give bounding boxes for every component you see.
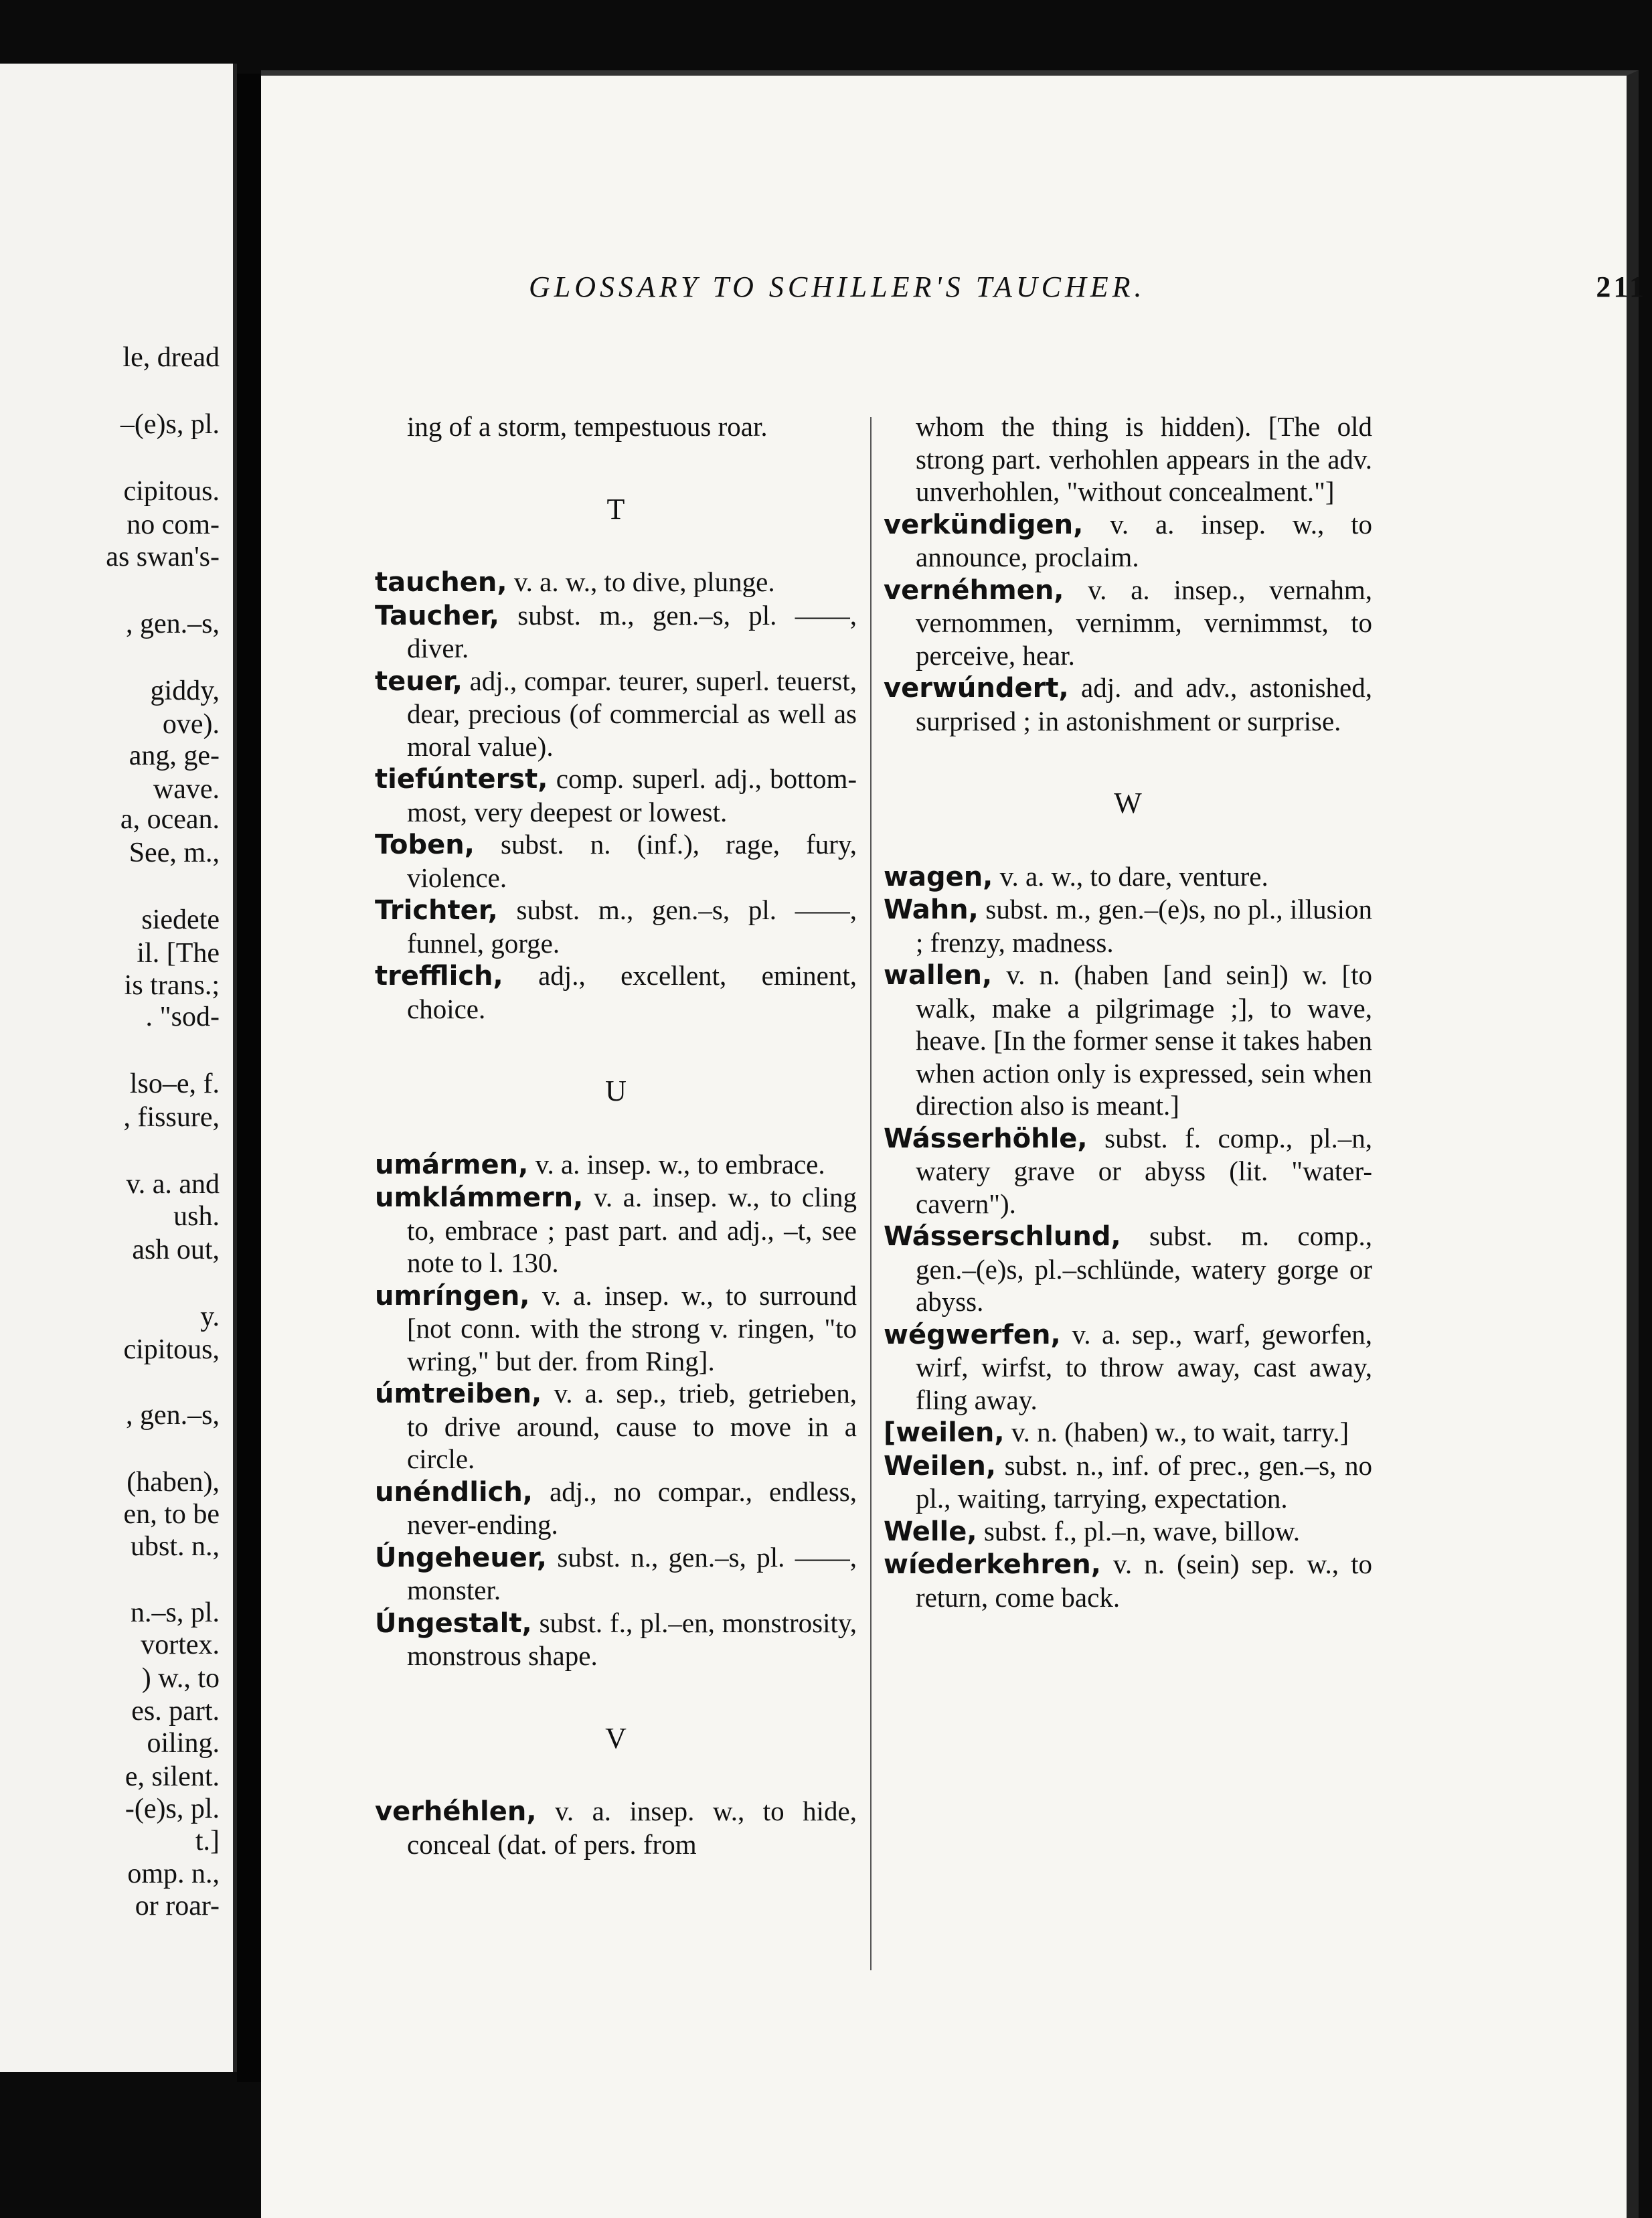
definition: subst. f., pl.–en, monstrosity, monstrous shape. [407,1607,857,1671]
headword: Weilen, [884,1450,997,1482]
glossary-entry [884,860,1372,894]
glossary-entry [884,1449,1372,1515]
facing-page-fragment: es. part. [131,1696,220,1727]
definition: v. n. (sein) sep. w., to return, come back. [916,1549,1372,1613]
headword: Wahn, [884,894,979,925]
column-divider [870,417,872,1970]
facing-page-fragment: t.] [195,1826,220,1856]
facing-page-fragment: omp. n., [127,1858,220,1889]
definition: v. a. insep. w., to surround [not conn. with the strong v. ringen, "to wring," but der. from Ring]. [407,1279,857,1376]
facing-page-fragment: , gen.–s, [126,609,220,639]
definition: adj., excellent, eminent, choice. [407,960,857,1024]
glossary-entry [375,828,857,894]
facing-page-fragment: v. a. and [126,1169,220,1200]
facing-page-fragment: il. [The [137,938,220,969]
definition: v. a. insep. w., to embrace. [528,1148,825,1180]
glossary-entry [884,508,1372,574]
glossary-column-right [884,410,1372,1613]
definition: comp. superl. adj., bottom-most, very deepest or lowest. [407,763,857,827]
facing-page-fragment: giddy, [150,676,220,706]
facing-page-fragment: lso–e, f. [129,1068,220,1099]
glossary-entry [884,1318,1372,1417]
glossary-entry [884,671,1372,737]
facing-page-fragment: ove). [162,709,220,740]
definition: subst. f. comp., pl.–n, watery grave or abyss (lit. "water-cavern"). [916,1122,1372,1219]
glossary-entry [375,1377,857,1476]
facing-page-fragment: is trans.; [124,970,220,1001]
headword: vernéhmen, [884,574,1064,606]
facing-page-fragment: , gen.–s, [126,1400,220,1431]
definition: adj., no compar., endless, never-ending. [407,1476,857,1540]
glossary-entry [375,599,857,665]
glossary-entry [375,1279,857,1378]
definition: adj. and adv., astonished, surprised ; in astonishment or surprise. [916,672,1372,736]
headword: Toben, [375,829,475,860]
facing-page-fragment: e, silent. [125,1761,220,1792]
headword: umklámmern, [375,1182,584,1213]
facing-page-fragment: ) w., to [141,1663,220,1694]
facing-page-fragment: en, to be [123,1499,220,1530]
glossary-entry [375,959,857,1025]
entry-continuation: ing of a storm, tempestuous roar. [407,411,768,442]
page-number: 211 [1596,270,1647,303]
definition: v. a. insep. w., to announce, proclaim. [916,508,1372,572]
facing-page-fragment: -(e)s, pl. [125,1794,220,1824]
book-spine [237,74,261,2082]
definition: subst. m. comp., gen.–(e)s, pl.–schlünde, watery gorge or abyss. [916,1220,1372,1317]
glossary-entry [375,763,857,828]
definition: v. a. sep., warf, geworfen, wirf, wirfst, to throw away, cast away, fling away. [916,1318,1372,1415]
definition: subst. n. (inf.), rage, fury, violence. [407,829,857,893]
section-letter: W [1114,787,1142,819]
headword: verwúndert, [884,673,1069,704]
headword: umríngen, [375,1280,530,1312]
facing-page-fragment: ash out, [132,1235,220,1265]
section-letter: V [605,1721,627,1755]
section-letter: U [605,1075,627,1107]
facing-page-fragment: (haben), [127,1467,220,1498]
facing-page-fragment: le, dread [122,342,220,373]
facing-page-fragment: , fissure, [123,1102,220,1133]
definition: v. a. w., to dive, plunge. [507,566,775,597]
facing-page-fragment: vortex. [141,1630,220,1660]
headword: úmtreiben, [375,1378,542,1409]
facing-page-fragment: cipitous, [123,1334,220,1365]
headword: unéndlich, [375,1476,533,1508]
facing-page-fragment: as swan's- [106,542,220,572]
glossary-entry [375,1148,857,1182]
glossary-entry [884,893,1372,959]
facing-page-fragment: siedete [141,904,220,935]
definition: subst. m., gen.–s, pl. ——, diver. [407,599,857,663]
headword: Wásserhöhle, [884,1123,1088,1154]
glossary-entry [375,1476,857,1541]
definition: subst. n., gen.–s, pl. ——, monster. [407,1541,857,1605]
headword: wagen, [884,861,993,892]
glossary-column-left [375,410,857,1860]
facing-page-fragment: or roar- [135,1891,220,1921]
headword: tauchen, [375,567,507,598]
definition: v. a. insep. w., to cling to, embrace ; past part. and adj., –t, see note to l. 130. [407,1182,857,1278]
headword: Welle, [884,1516,977,1547]
definition: subst. m., gen.–(e)s, no pl., illusion ; frenzy, madness. [916,894,1372,958]
entry-continuation: whom the thing is hidden). [The old strong part. verhohlen appears in the adv. unverhohlen, "without concealment."] [916,411,1372,507]
definition: v. n. (haben) w., to wait, tarry.] [1004,1417,1349,1447]
definition: subst. f., pl.–n, wave, billow. [977,1515,1301,1547]
definition: subst. n., inf. of prec., gen.–s, no pl., waiting, tarrying, expectation. [916,1449,1372,1514]
facing-page-fragment: See, m., [129,838,220,868]
glossary-entry [884,1122,1372,1220]
facing-page-fragment: ang, ge- [129,740,220,771]
headword: [weilen, [884,1417,1005,1448]
facing-page-fragment: ubst. n., [130,1531,220,1562]
facing-page-fragment: ush. [173,1201,220,1232]
running-header [529,270,1647,310]
headword: Taucher, [375,600,499,631]
glossary-entry [884,1416,1372,1449]
glossary-entry [375,1541,857,1607]
header-title: GLOSSARY TO SCHILLER'S TAUCHER. [529,270,1146,303]
headword: Wásserschlund, [884,1221,1121,1252]
facing-page-fragment: cipitous. [123,476,220,507]
definition: subst. m., gen.–s, pl. ——, funnel, gorge. [407,894,857,959]
facing-page-fragment: wave. [153,774,220,805]
page [261,70,1647,2218]
glossary-entry [884,1220,1372,1318]
glossary-entry [884,1515,1372,1549]
glossary-entry [375,1181,857,1279]
definition: v. a. w., to dare, venture. [993,860,1268,892]
headword: wallen, [884,960,993,991]
headword: verkündigen, [884,509,1084,540]
headword: Trichter, [375,895,498,926]
section-letter: T [606,492,625,526]
facing-page-fragment: y. [200,1301,220,1332]
facing-page-fragment: . "sod- [145,1002,220,1032]
glossary-entry [884,574,1372,672]
facing-page-fragment: –(e)s, pl. [120,409,220,440]
definition: v. a. insep., vernahm, vernommen, vernimm, vernimmst, to perceive, hear. [916,574,1372,671]
facing-page-fragment: a, ocean. [120,804,220,835]
glossary-entry [375,894,857,959]
glossary-entry [375,1795,857,1860]
glossary-entry [375,665,857,763]
headword: umármen, [375,1149,529,1180]
definition: v. n. (haben [and sein]) w. [to walk, make a pilgrimage ;], to wave, heave. [In the former sense it takes haben when action only is expressed, sein when direction also is meant.] [916,959,1372,1121]
headword: teuer, [375,665,463,697]
definition: v. a. sep., trieb, getrieben, to drive around, cause to move in a circle. [407,1378,857,1474]
facing-page-fragment: no com- [127,509,220,540]
headword: Úngeheuer, [375,1542,547,1573]
facing-page-fragment: oiling. [147,1728,220,1759]
headword: tiefúnterst, [375,764,548,795]
headword: trefflich, [375,961,503,992]
headword: wíederkehren, [884,1549,1101,1580]
glossary-entry [884,959,1372,1122]
headword: verhéhlen, [375,1796,537,1827]
facing-page-fragment: n.–s, pl. [130,1597,220,1628]
glossary-entry [884,1548,1372,1613]
glossary-entry [375,566,857,599]
headword: wégwerfen, [884,1319,1061,1350]
headword: Úngestalt, [375,1607,532,1639]
facing-page [0,64,237,2072]
definition: v. a. insep. w., to hide, conceal (dat. of pers. from [407,1796,857,1860]
definition: adj., compar. teurer, superl. teuerst, dear, precious (of commercial as well as moral value). [407,665,857,762]
glossary-entry [375,1607,857,1672]
